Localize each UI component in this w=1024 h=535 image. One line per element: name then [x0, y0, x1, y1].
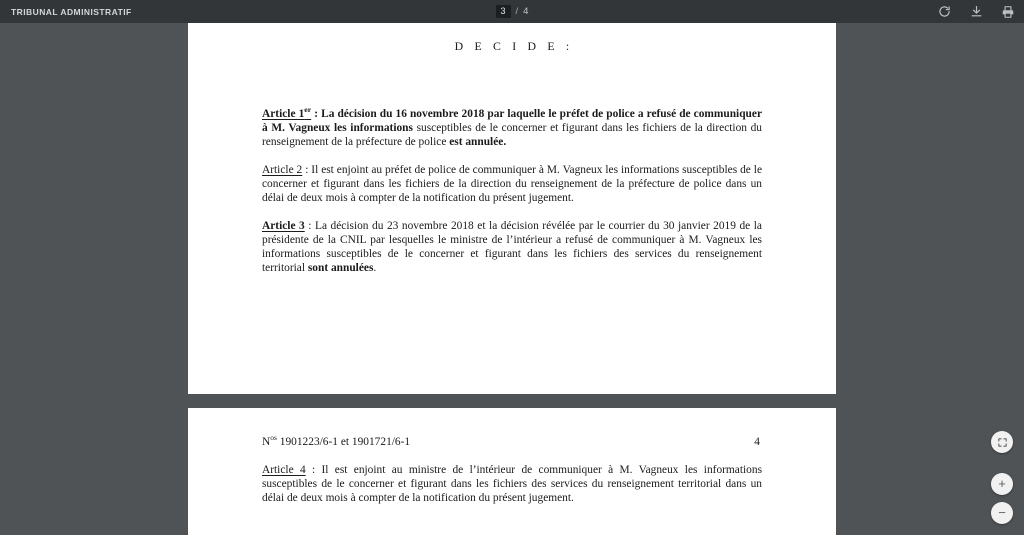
case-numbers-ordinal: os: [270, 433, 277, 443]
article-2-body: : Il est enjoint au préfet de police de communiquer à M. Vagneux les informations susceptibles de le concerner et figurant dans les fichiers de la direction du renseignement de la préfecture de police dans un délai de deux mois à compter de la notification du présent jugement.: [262, 163, 763, 204]
case-numbers-prefix: N: [262, 436, 271, 448]
total-pages-label: 4: [523, 6, 529, 17]
article-3-period: .: [373, 262, 377, 275]
fit-to-page-icon[interactable]: [991, 431, 1013, 453]
article-4-paragraph: [262, 463, 762, 505]
page-4-folio: 4: [754, 436, 760, 448]
zoom-in-label: +: [998, 476, 1006, 491]
article-1-bold-tail: est annulée.: [449, 136, 507, 149]
case-numbers: [262, 433, 411, 448]
pages-scroll-area[interactable]: [0, 23, 1024, 535]
article-3-label: Article 3: [262, 220, 305, 233]
article-1-bold-lead: : La décision du 16 novembre 2018 par laquelle le préfet de police a refusé de communiquer à M. Vagneux les informations: [262, 108, 762, 135]
article-4-body: : Il est enjoint au ministre de l’intérieur de communiquer à M. Vagneux les informations susceptibles de le concerner et figurant dans les fichiers des services du renseignement territorial dans un délai de deux mois à compter de la notification du présent jugement.: [262, 464, 762, 505]
article-1-body: susceptibles de le concerner et figurant dans les fichiers de la direction du renseignement de la préfecture de police: [262, 122, 762, 149]
article-2-paragraph: [262, 163, 762, 205]
document-title: TRIBUNAL ADMINISTRATIF: [11, 6, 132, 17]
zoom-in-button[interactable]: [991, 473, 1013, 495]
page-number-input[interactable]: [496, 5, 511, 18]
zoom-out-button[interactable]: [991, 502, 1013, 524]
page-navigation: [0, 5, 1024, 18]
zoom-out-label: −: [998, 505, 1006, 520]
page-4-header: [262, 408, 762, 448]
case-numbers-value: 1901223/6-1 et 1901721/6-1: [276, 436, 411, 448]
article-1-ordinal: er: [304, 105, 312, 115]
print-icon[interactable]: [1000, 4, 1016, 20]
article-3-body: : La décision du 23 novembre 2018 et la décision révélée par le courrier du 30 janvier 2019 de la présidente de la CNIL par lesquelles le ministre de l’intérieur a refusé de communiquer à M. Vagneux les informations susceptibles de le concerner et figurant dans les fichiers des services du renseignement territorial: [262, 220, 762, 275]
article-2-label: Article 2: [262, 163, 303, 176]
decide-heading: D E C I D E :: [454, 39, 574, 53]
article-4-label: Article 4: [262, 464, 306, 476]
article-3-bold-tail: sont annulées: [307, 262, 374, 275]
pdf-toolbar: [0, 0, 1024, 23]
toolbar-actions: [936, 4, 1016, 20]
zoom-controls: [991, 431, 1013, 524]
article-1-label: [262, 105, 312, 120]
article-1-paragraph: [262, 107, 762, 149]
page-separator: /: [515, 6, 519, 17]
article-3-paragraph: [262, 219, 762, 275]
download-icon[interactable]: [968, 4, 984, 20]
document-page-4: [188, 408, 836, 535]
document-page-3: [188, 23, 836, 394]
rotate-icon[interactable]: [936, 4, 952, 20]
article-1-label-text: Article 1: [262, 108, 305, 120]
